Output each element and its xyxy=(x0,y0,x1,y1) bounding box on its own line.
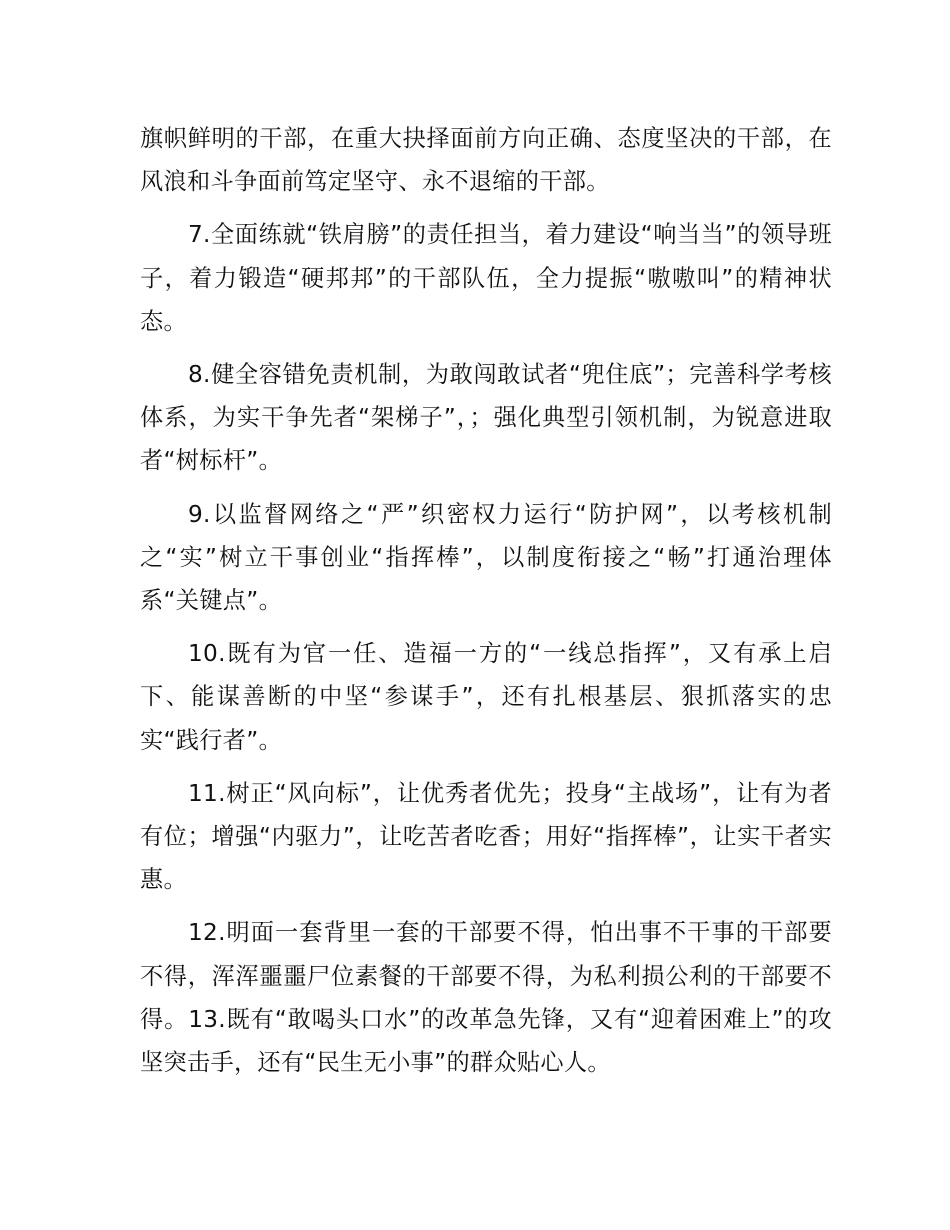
paragraph-12-13: 12.明面一套背里一套的干部要不得，怕出事不干事的干部要不得，浑浑噩噩尸位素餐的干部要不得，为私利损公利的干部要不得。13.既有“敢喝头口水”的改革急先锋，又有“迎着困难上”的攻坚突击手，还有“民生无小事”的群众贴心人。 xyxy=(140,919,832,1077)
paragraph-8: 8.健全容错免责机制，为敢闯敢试者“兜住底”；完善科学考核体系，为实干争先者“架梯子”，；强化典型引领机制，为锐意进取者“树标杆”。 xyxy=(140,361,832,475)
paragraph-continuation: 旗帜鲜明的干部，在重大抉择面前方向正确、态度坚决的干部，在风浪和斗争面前笃定坚守、永不退缩的干部。 xyxy=(140,125,832,196)
paragraph-10: 10.既有为官一任、造福一方的“一线总指挥”，又有承上启下、能谋善断的中坚“参谋手”，还有扎根基层、狠抓落实的忠实“践行者”。 xyxy=(140,640,832,754)
paragraph-9: 9.以监督网络之“严”织密权力运行“防护网”，以考核机制之“实”树立干事创业“指挥棒”，以制度衔接之“畅”打通治理体系“关键点”。 xyxy=(140,500,832,615)
paragraph-11: 11.树正“风向标”，让优秀者优先；投身“主战场”，让有为者有位；增强“内驱力”，让吃苦者吃香；用好“指挥棒”，让实干者实惠。 xyxy=(140,779,832,894)
document-page xyxy=(140,117,832,1094)
paragraph-7: 7.全面练就“铁肩膀”的责任担当，着力建设“响当当”的领导班子，着力锻造“硬邦邦”的干部队伍，全力提振“嗷嗷叫”的精神状态。 xyxy=(140,221,832,335)
